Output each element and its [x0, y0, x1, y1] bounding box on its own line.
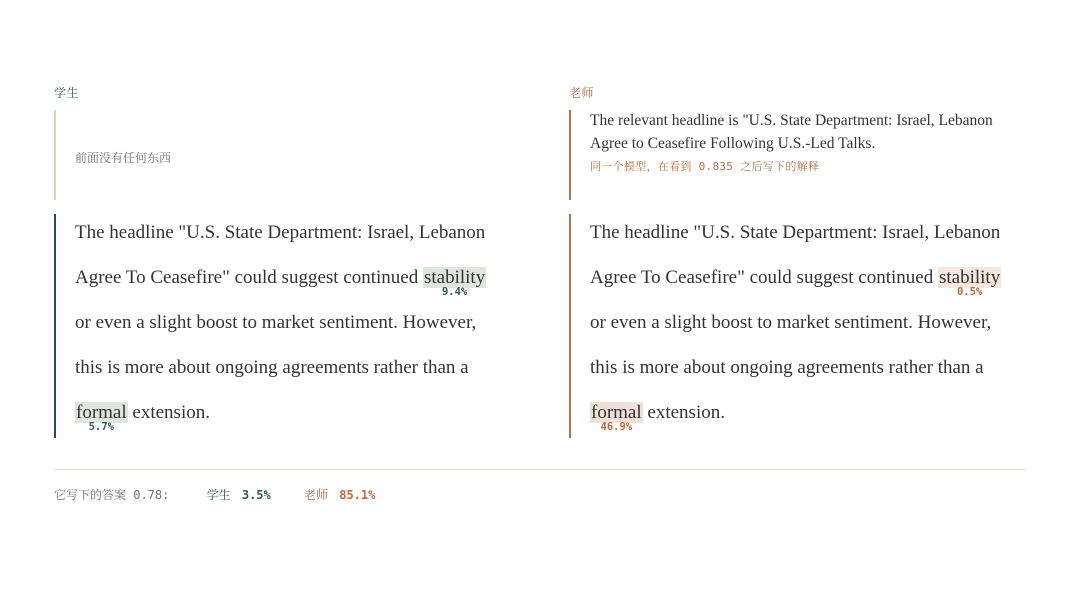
summary-student-value: 3.5% — [241, 488, 271, 502]
teacher-label: 老师 — [569, 86, 595, 100]
student-token-stability — [423, 267, 486, 298]
student-label: 学生 — [54, 86, 80, 100]
teacher-prob-stability: 0.5% — [956, 286, 983, 298]
summary-student-label: 学生 — [206, 488, 231, 502]
summary-teacher-label: 老师 — [303, 488, 328, 502]
teacher-line-3: or even a slight boost to market sentiment. However, — [590, 312, 992, 333]
student-line-2 — [75, 267, 486, 298]
teacher-line-5-text: extension. — [642, 402, 725, 423]
answer-summary — [54, 486, 375, 503]
teacher-context — [569, 110, 1029, 200]
student-line-1: The headline "U.S. State Department: Israel, Lebanon — [75, 222, 486, 243]
teacher-context-note: 同一个模型，在看到 0.835 之后写下的解释 — [590, 160, 820, 173]
summary-teacher-value: 85.1% — [339, 488, 376, 502]
teacher-prob-formal: 46.9% — [600, 421, 633, 433]
student-line-4: this is more about ongoing agreements rather than a — [75, 357, 469, 378]
student-prob-formal: 5.7% — [88, 421, 114, 433]
footer-divider — [54, 469, 1026, 470]
teacher-token-formal — [590, 402, 643, 433]
student-prob-stability: 9.4% — [441, 286, 468, 298]
teacher-line-2 — [590, 267, 1001, 298]
student-line-3: or even a slight boost to market sentiment. However, — [75, 312, 477, 333]
teacher-line-2-text: Agree To Ceasefire" could suggest continued — [590, 267, 938, 288]
student-line-2-text: Agree To Ceasefire" could suggest continued — [75, 267, 423, 288]
teacher-token-formal-text: formal — [591, 402, 642, 423]
teacher-token-stability — [938, 267, 1001, 298]
student-token-formal-text: formal — [76, 402, 127, 423]
teacher-line-5 — [590, 402, 725, 433]
student-context — [54, 110, 524, 200]
student-line-5-text: extension. — [127, 402, 210, 423]
teacher-response — [569, 214, 1029, 438]
teacher-context-text: The relevant headline is "U.S. State Department: Israel, Lebanon Agree to Ceasefire Following U.S.-Led Talks. — [590, 112, 993, 152]
teacher-token-stability-text: stability — [938, 267, 1001, 288]
student-response — [54, 214, 524, 438]
student-token-formal — [75, 402, 128, 433]
student-context-empty: 前面没有任何东西 — [75, 151, 172, 165]
teacher-line-1: The headline "U.S. State Department: Israel, Lebanon — [590, 222, 1001, 243]
answer-label: 它写下的答案 0.78: — [54, 488, 170, 502]
student-token-stability-text: stability — [423, 267, 486, 288]
teacher-line-4: this is more about ongoing agreements rather than a — [590, 357, 984, 378]
student-line-5 — [75, 402, 210, 433]
